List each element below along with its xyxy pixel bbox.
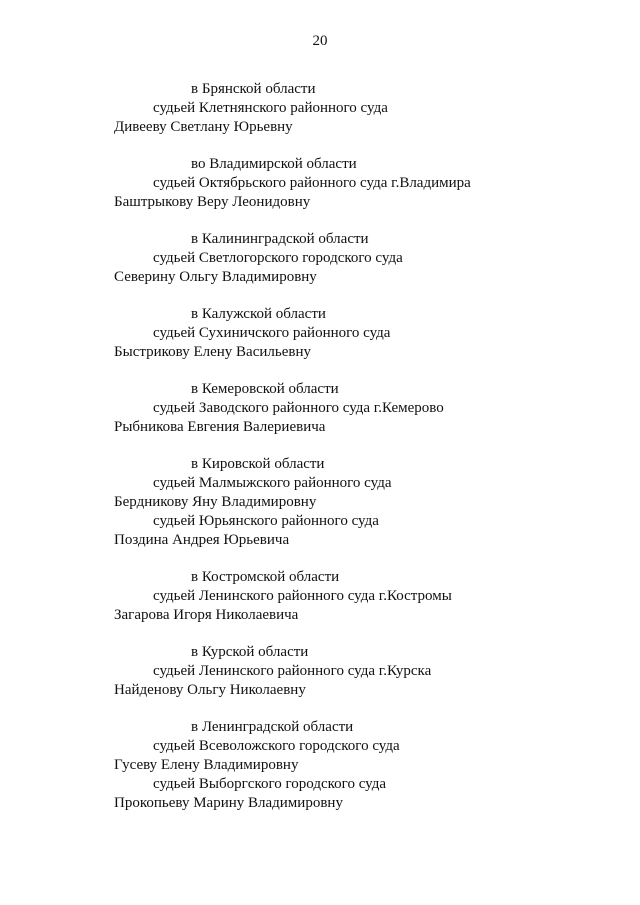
document-body — [0, 80, 640, 831]
court-position: судьей Малмыжского районного суда — [153, 475, 392, 491]
court-position: судьей Октябрьского районного суда г.Владимира — [153, 175, 471, 191]
region-block-vladimir — [0, 155, 640, 212]
court-position: судьей Всеволожского городского суда — [153, 738, 400, 754]
region-heading: в Кемеровской области — [191, 381, 339, 397]
court-position: судьей Заводского районного суда г.Кемерово — [153, 400, 444, 416]
appointee-name: Быстрикову Елену Васильевну — [114, 344, 311, 360]
court-position: судьей Юрьянского районного суда — [153, 513, 379, 529]
region-heading: в Брянской области — [191, 81, 316, 97]
court-position: судьей Выборгского городского суда — [153, 776, 386, 792]
region-block-bryansk — [0, 80, 640, 137]
appointee-name: Северину Ольгу Владимировну — [114, 269, 317, 285]
court-position: судьей Ленинского районного суда г.Костромы — [153, 588, 452, 604]
region-heading: в Кировской области — [191, 456, 325, 472]
appointee-name: Прокопьеву Марину Владимировну — [114, 795, 343, 811]
region-heading: в Калужской области — [191, 306, 326, 322]
court-position: судьей Сухиничского районного суда — [153, 325, 391, 341]
region-block-leningrad — [0, 718, 640, 813]
region-heading: в Курской области — [191, 644, 309, 660]
region-heading: в Калининградской области — [191, 231, 369, 247]
appointee-name: Найденову Ольгу Николаевну — [114, 682, 306, 698]
page-number: 20 — [312, 33, 328, 49]
appointee-name: Бердникову Яну Владимировну — [114, 494, 317, 510]
region-heading: в Костромской области — [191, 569, 340, 585]
court-position: судьей Ленинского районного суда г.Курска — [153, 663, 432, 679]
region-block-kursk — [0, 643, 640, 700]
appointee-name: Поздина Андрея Юрьевича — [114, 532, 290, 548]
court-position: судьей Клетнянского районного суда — [153, 100, 388, 116]
appointee-name: Гусеву Елену Владимировну — [114, 757, 299, 773]
region-block-kirov — [0, 455, 640, 550]
region-heading: в Ленинградской области — [191, 719, 354, 735]
region-heading: во Владимирской области — [191, 156, 357, 172]
appointee-name: Баштрыкову Веру Леонидовну — [114, 194, 311, 210]
region-block-kostroma — [0, 568, 640, 625]
appointee-name: Рыбникова Евгения Валериевича — [114, 419, 326, 435]
region-block-kaliningrad — [0, 230, 640, 287]
appointee-name: Загарова Игоря Николаевича — [114, 607, 299, 623]
region-block-kaluga — [0, 305, 640, 362]
appointee-name: Дивееву Светлану Юрьевну — [114, 119, 293, 135]
region-block-kemerovo — [0, 380, 640, 437]
court-position: судьей Светлогорского городского суда — [153, 250, 403, 266]
